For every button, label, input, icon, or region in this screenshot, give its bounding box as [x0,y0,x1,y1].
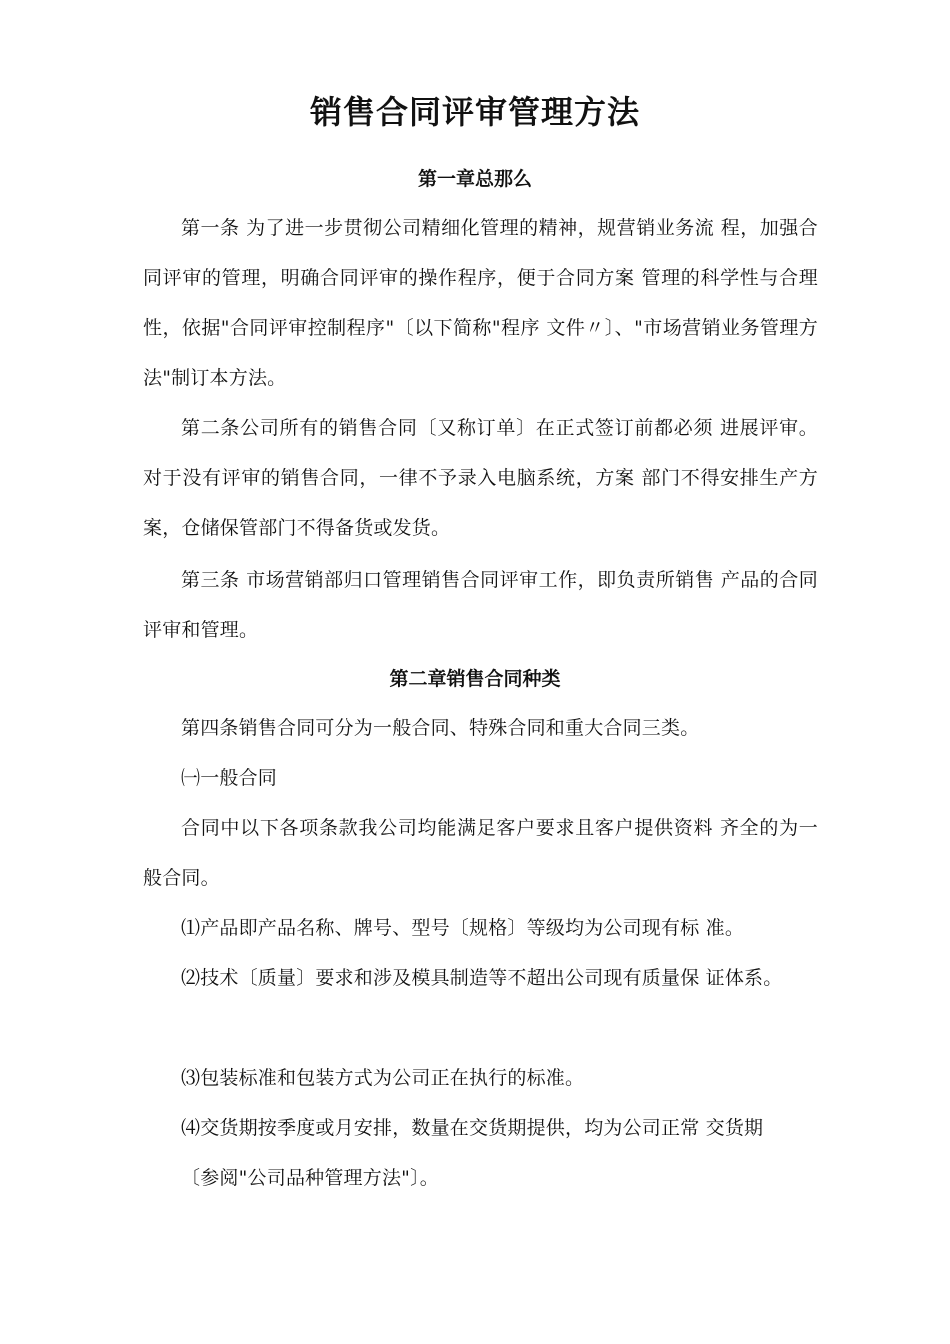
list-item-4-continuation: 〔参阅"公司品种管理方法"〕。 [181,1167,439,1189]
article-4: 第四条销售合同可分为一般合同、特殊合同和重大合同三类。 [181,717,700,739]
list-item-3: ⑶包装标准和包装方式为公司正在执行的标准。 [181,1067,585,1089]
chapter-heading-2: 第二章销售合同种类 [389,668,561,690]
document-title: 销售合同评审管理方法 [309,93,640,131]
section-heading-general: ㈠一般合同 [181,767,278,789]
article-2: 第二条公司所有的销售合同〔又称订单〕在正式签订前都必须 进展评审。对于没有评审的销售合同，一律不予录入电脑系统，方案 部门不得安排生产方案，仓储保管部门不得备货或发货。 [143,417,818,539]
list-item-4: ⑷交货期按季度或月安排，数量在交货期提供，均为公司正常 交货期 [181,1117,764,1139]
chapter-heading-1: 第一章总那么 [417,168,532,190]
article-3: 第三条 市场营销部归口管理销售合同评审工作，即负责所销售 产品的合同评审和管理。 [143,569,818,641]
list-item-1: ⑴产品即产品名称、牌号、型号〔规格〕等级均为公司现有标 准。 [181,917,745,939]
article-1: 第一条 为了进一步贯彻公司精细化管理的精神，规营销业务流 程，加强合同评审的管理，明确合同评审的操作程序，便于合同方案 管理的科学性与合理性，依据"合同评审控制程序"〔以下简称"程序 文件〃〕、"市场营销业务管理方法"制订本方法。 [143,217,818,389]
list-item-2: ⑵技术〔质量〕要求和涉及模具制造等不超出公司现有质量保 证体系。 [181,967,783,989]
section-description: 合同中以下各项条款我公司均能满足客户要求且客户提供资料 齐全的为一般合同。 [143,817,818,889]
